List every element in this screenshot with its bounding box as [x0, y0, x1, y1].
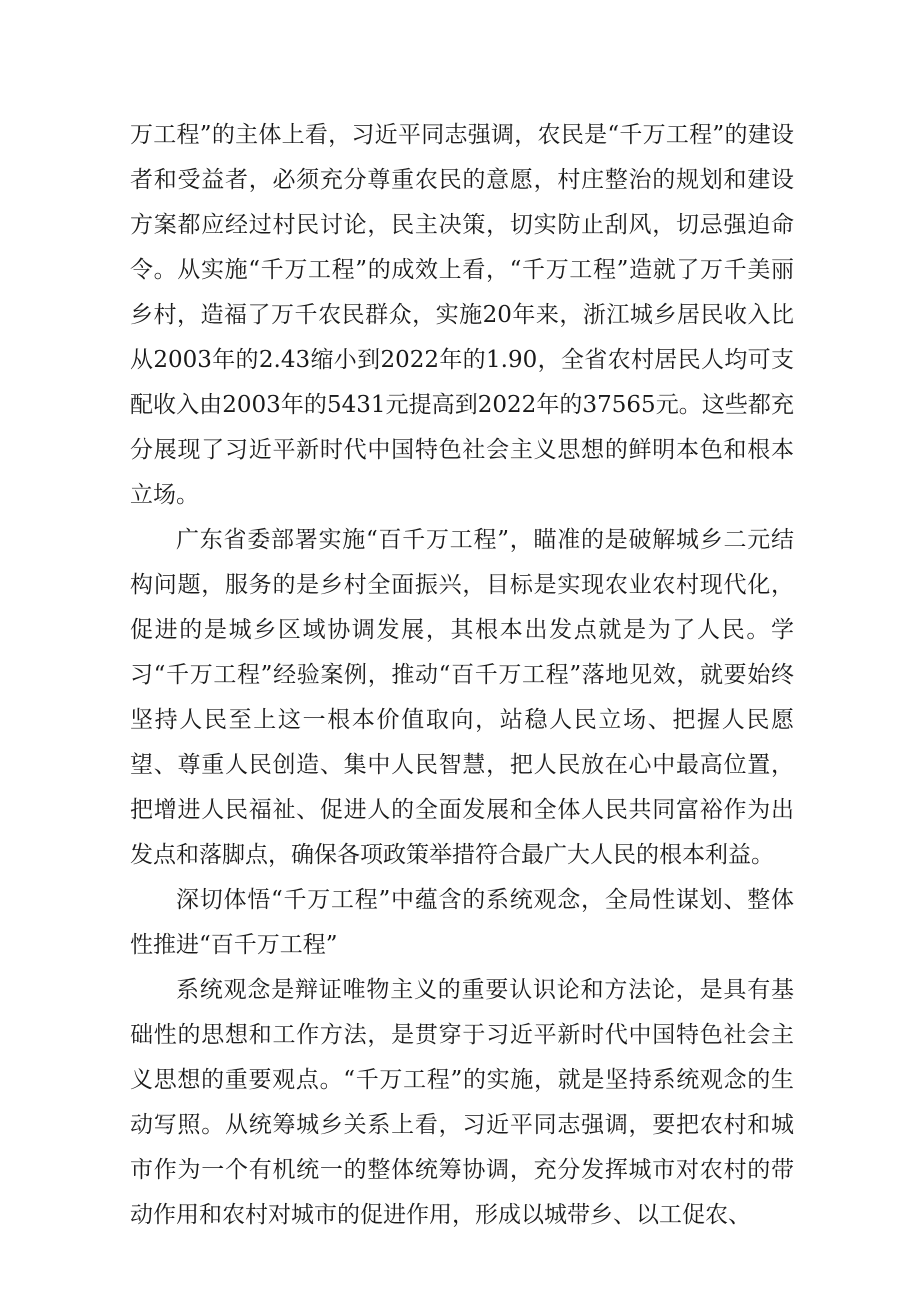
- section-heading-system-concept: 深切体悟“千万工程”中蕴含的系统观念，全局性谋划、整体性推进“百千万工程”: [130, 887, 794, 958]
- paragraph-people-centered-results: 万工程”的主体上看，习近平同志强调，农民是“千万工程”的建设者和受益者，必须充分尊重农民的意愿，村庄整治的规划和建设方案都应经过村民讨论，民主决策，切实防止刮风，切忌强迫命令。从实施“千万工程”的成效上看，“千万工程”造就了万千美丽乡村，造福了万千农民群众，实施20年来，浙江城乡居民收入比从2003年的2.43缩小到2022年的1.90，全省农村居民人均可支配收入由2003年的5431元提高到2022年的37565元。这些都充分展现了习近平新时代中国特色社会主义思想的鲜明本色和根本立场。: [130, 122, 794, 508]
- paragraph-guangdong-project: 广东省委部署实施“百千万工程”，瞄准的是破解城乡二元结构问题，服务的是乡村全面振兴，目标是实现农业农村现代化，促进的是城乡区域协调发展，其根本出发点就是为了人民。学习“千万工程”经验案例，推动“百千万工程”落地见效，就要始终坚持人民至上这一根本价值取向，站稳人民立场、把握人民愿望、尊重人民创造、集中人民智慧，把人民放在心中最高位置，把增进人民福祉、促进人的全面发展和全体人民共同富裕作为出发点和落脚点，确保各项政策举措符合最广大人民的根本利益。: [130, 527, 794, 868]
- document-page: [130, 113, 794, 1238]
- paragraph-system-concept: 系统观念是辩证唯物主义的重要认识论和方法论，是具有基础性的思想和工作方法，是贯穿于习近平新时代中国特色社会主义思想的重要观点。“千万工程”的实施，就是坚持系统观念的生动写照。从统筹城乡关系上看，习近平同志强调，要把农村和城市作为一个有机统一的整体统筹协调，充分发挥城市对农村的带动作用和农村对城市的促进作用，形成以城带乡、以工促农、: [130, 977, 794, 1228]
